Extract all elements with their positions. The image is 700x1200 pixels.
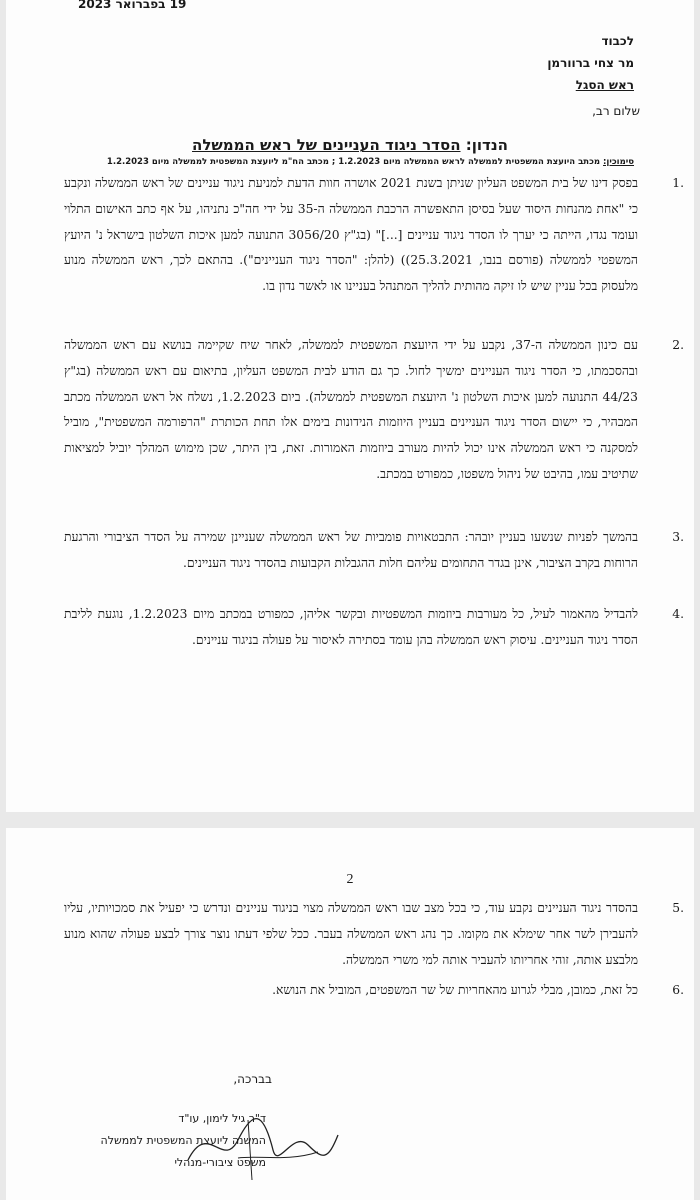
paragraph-6	[64, 978, 684, 1004]
greeting: שלום רב,	[592, 104, 640, 118]
paragraph-number: 3.	[672, 530, 684, 544]
subject-line	[6, 136, 694, 154]
paragraph-2	[64, 333, 684, 488]
paragraph-number: 2.	[672, 338, 684, 352]
paragraph-text: להבדיל מהאמור לעיל, כל מעורבות ביוזמות המשפטיות ובקשר אליהן, כמפורט במכתב מיום 1.2.2023, נוגעת לליבת הסדר ניגוד העניינים. עיסוק ראש הממשלה בהן עומד בסתירה לאיסור על פעולה בניגוד עניינים.	[64, 607, 638, 647]
recipient-role: ראש הסגל	[575, 78, 634, 92]
signatory-role: המשנה ליועצת המשפטית לממשלה	[100, 1134, 266, 1147]
letter-date: 19 בפברואר 2023	[78, 0, 187, 11]
paragraph-5	[64, 896, 684, 973]
paragraph-text: עם כינון הממשלה ה-37, נקבע על ידי היועצת המשפטית לממשלה, לאחר שיח שקיימה בנושא עם ראש הממשלה ובהסכמתו, כי הסדר ניגוד העניינים ימשיך לחול. כך גם הודע לבית המשפט העליון, בתיאום עם ראש הממשלה (בג"ץ 44/23 התנועה למען איכות השלטון נ' היועצת המשפטית לממשלה). ביום 1.2.2023, נשלח אל ראש הממשלה מכתב המבהיר, כי יישום הסדר ניגוד העניינים בעניין היוזמות הנידונות בימים אלו תחת הכותרת "הרפורמה המשפטית", מוביל למסקנה כי ראש הממשלה אינו יכול להיות מעורב ביוזמות האמורות. זאת, בין היתר, שכן מימוש המהלך יוביל למציאות שתיטיב עמו, בהיבט של ניהול משפטו, כמפורט במכתב.	[64, 338, 638, 481]
paragraph-text: בהסדר ניגוד העניינים נקבע עוד, כי בכל מצב שבו ראש הממשלה מצוי בניגוד עניינים ונדרש כי יפעיל את סמכויותיו, עליו להעבירן לשר אחר שימלא את מקומו. כך נהג ראש הממשלה בעבר. ככל שלפי דעתו נוצר צורך לבצע פעולה שהוא מנוע מלבצע אותה, זוהי אחריותו להעביר אותה למי משרי הממשלה.	[64, 901, 638, 967]
signatory-department: משפט ציבורי-מנהלי	[174, 1156, 266, 1169]
signatory-name: ד"ר גיל לימון, עו"ד	[178, 1112, 266, 1125]
subject-title: הסדר ניגוד העניינים של ראש הממשלה	[192, 136, 461, 154]
paragraph-text: בפסק דינו של בית המשפט העליון שניתן בשנת 2021 אושרה חוות הדעת למניעת ניגוד עניינים של ראש הממשלה ונקבע כי "אחת מהנחות היסוד שעל בסיסן התאפשרה הרכבת הממשלה ה-35 על ידי חה"כ נתניהו, על אף כתב האישום התלוי ועומד נגדו, הייתה כי יערך לו הסדר ניגוד עניינים [...]" (בג"ץ 3056/20 התנועה למען איכות השלטון בישראל נ' היועץ המשפטי לממשלה (פורסם בנבו, 25.3.2021)) (להלן: "הסדר ניגוד העניינים"). בהתאם לכך, ראש הממשלה מנוע מלעסוק בכל עניין שיש לו זיקה מהותית להליך המתנהל בעניינו או לאשר נדון בו.	[64, 176, 639, 294]
recipient-honorific: לכבוד	[601, 34, 634, 48]
paragraph-number: 4.	[672, 607, 684, 621]
reference-text: מכתב היועצת המשפטית לממשלה לראש הממשלה מיום 1.2.2023 ; מכתב הח"מ ליועצת המשפטית לממשלה מיום 1.2.2023	[106, 157, 604, 167]
paragraph-number: 6.	[672, 983, 684, 997]
paragraph-number: 1.	[672, 176, 684, 190]
recipient-name: מר צחי ברוורמן	[547, 56, 634, 70]
letter-page-1	[6, 0, 694, 812]
paragraph-3	[64, 525, 684, 577]
paragraph-text: כל זאת, כמובן, מבלי לגרוע מהאחריות של שר המשפטים, המוביל את הנושא.	[272, 983, 638, 997]
page-number: 2	[346, 872, 354, 887]
closing-blessing: בברכה,	[233, 1072, 272, 1086]
paragraph-1	[64, 171, 684, 300]
paragraph-text: בהמשך לפניות שנשעו בעניין יובהר: התבטאויות פומביות של ראש הממשלה שעניינן שמירה על הסדר הציבורי והרגעת הרוחות בקרב הציבור, אינן בגדר התחומים עליהם חלות ההגבלות הקבועות בהסדר ניגוד העניינים.	[64, 530, 638, 570]
reference-label: סימוכין:	[603, 157, 634, 167]
paragraph-number: 5.	[672, 901, 684, 915]
subject-prefix: הנדון:	[460, 136, 508, 154]
paragraph-4	[64, 602, 684, 654]
reference-line	[102, 157, 634, 167]
letter-page-2	[6, 828, 694, 1200]
